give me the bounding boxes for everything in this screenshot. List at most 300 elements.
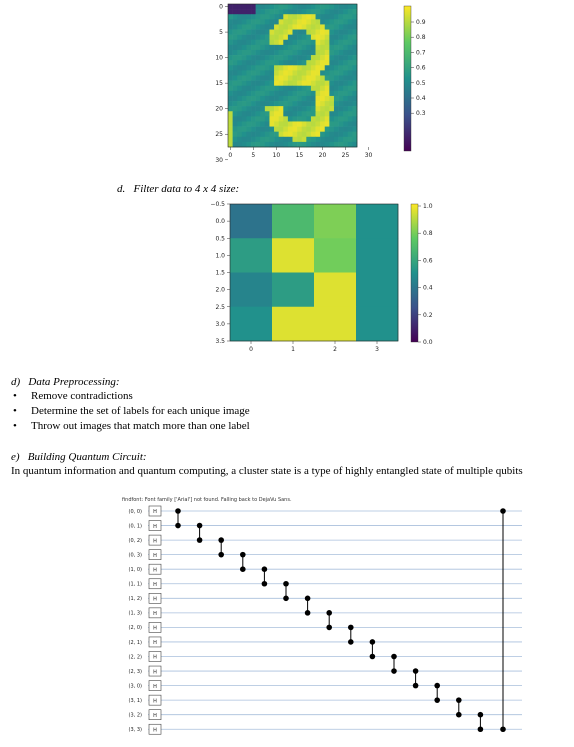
heatmap-pixel (269, 121, 274, 126)
hadamard-label: H (153, 596, 157, 603)
heatmap-pixel (348, 81, 353, 86)
heatmap-pixel (274, 65, 279, 70)
cz-control-dot (370, 654, 376, 660)
heatmap-pixel (242, 30, 247, 35)
heatmap-pixel (265, 60, 270, 65)
heatmap-pixel (343, 14, 348, 19)
heatmap-pixel (279, 76, 284, 81)
heatmap-pixel (325, 142, 330, 147)
filtered-heatmap-figure (195, 198, 455, 358)
heatmap-pixel (260, 60, 265, 65)
y-tick-label: 2.5 (215, 303, 225, 311)
heatmap-pixel (352, 55, 357, 60)
heatmap-pixel (233, 132, 238, 137)
heatmap-pixel (265, 121, 270, 126)
cz-control-dot (348, 639, 354, 645)
heatmap-pixel (325, 70, 330, 75)
heatmap-pixel (274, 14, 279, 19)
heatmap-cell (356, 238, 398, 273)
heatmap-pixel (343, 127, 348, 132)
heatmap-pixel (352, 30, 357, 35)
heatmap-pixel (228, 137, 233, 142)
heatmap-pixel (297, 40, 302, 45)
hadamard-label: H (153, 698, 157, 705)
heatmap-pixel (279, 91, 284, 96)
heatmap-pixel (311, 19, 316, 24)
heatmap-pixel (283, 96, 288, 101)
y-tick-label: 0.0 (215, 218, 225, 226)
heatmap-pixel (297, 96, 302, 101)
hadamard-label: H (153, 683, 157, 690)
heatmap-pixel (274, 4, 279, 9)
heatmap-pixel (274, 91, 279, 96)
heatmap-pixel (283, 19, 288, 24)
heatmap-pixel (256, 106, 261, 111)
heatmap-pixel (233, 111, 238, 116)
heatmap-pixel (293, 137, 298, 142)
heatmap-pixel (320, 70, 325, 75)
heatmap-pixel (269, 9, 274, 14)
qubit-label: (1, 3) (128, 610, 142, 617)
heatmap-pixel (343, 35, 348, 40)
heatmap-pixel (306, 70, 311, 75)
heatmap-pixel (260, 121, 265, 126)
heatmap-pixel (348, 137, 353, 142)
x-tick-label: 10 (272, 152, 281, 159)
heatmap-pixel (288, 50, 293, 55)
heatmap-pixel (306, 40, 311, 45)
cz-control-dot (434, 683, 440, 689)
list-item: • Determine the set of labels for each unique image (11, 404, 531, 419)
heatmap-pixel (246, 86, 251, 91)
heatmap-pixel (297, 19, 302, 24)
heatmap-pixel (237, 4, 242, 9)
heatmap-pixel (228, 76, 233, 81)
heatmap-pixel (334, 45, 339, 50)
heatmap-pixel (348, 14, 353, 19)
heatmap-pixel (274, 45, 279, 50)
heatmap-pixel (297, 106, 302, 111)
heatmap-pixel (316, 40, 321, 45)
heatmap-pixel (329, 111, 334, 116)
heatmap-pixel (325, 86, 330, 91)
heatmap-pixel (320, 4, 325, 9)
hadamard-label: H (153, 581, 157, 588)
heatmap-pixel (265, 55, 270, 60)
heatmap-pixel (242, 9, 247, 14)
heatmap-pixel (279, 132, 284, 137)
heatmap-pixel (293, 106, 298, 111)
heatmap-pixel (256, 81, 261, 86)
y-tick-label: −0.5 (210, 201, 225, 208)
heatmap-pixel (302, 55, 307, 60)
heatmap-pixel (242, 111, 247, 116)
heatmap-pixel (228, 9, 233, 14)
heatmap-pixel (320, 81, 325, 86)
heatmap-pixel (339, 19, 344, 24)
heatmap-pixel (274, 50, 279, 55)
heatmap-pixel (228, 60, 233, 65)
colorbar-tick-label: 0.4 (423, 284, 433, 292)
heatmap-pixel (269, 24, 274, 29)
heatmap-pixel (306, 19, 311, 24)
heatmap-pixel (265, 4, 270, 9)
heatmap-pixel (297, 76, 302, 81)
heatmap-pixel (320, 9, 325, 14)
heatmap-pixel (352, 106, 357, 111)
heatmap-pixel (325, 50, 330, 55)
heatmap-pixel (293, 19, 298, 24)
heatmap-cell (230, 238, 272, 273)
heatmap-pixel (274, 96, 279, 101)
heatmap-pixel (265, 116, 270, 121)
heatmap-pixel (260, 137, 265, 142)
heatmap-pixel (246, 101, 251, 106)
heatmap-pixel (283, 45, 288, 50)
cz-control-dot (305, 596, 311, 602)
heatmap-pixel (260, 142, 265, 147)
y-tick-label: 3.5 (215, 338, 225, 345)
heatmap-pixel (329, 14, 334, 19)
heatmap-pixel (316, 137, 321, 142)
heatmap-pixel (246, 132, 251, 137)
heatmap-pixel (233, 81, 238, 86)
y-tick-label: 5 (219, 29, 223, 37)
heatmap-pixel (246, 65, 251, 70)
heatmap-pixel (334, 24, 339, 29)
cz-control-dot (391, 654, 397, 660)
heatmap-pixel (256, 14, 261, 19)
heatmap-pixel (348, 55, 353, 60)
heatmap-pixel (329, 60, 334, 65)
heatmap-pixel (279, 55, 284, 60)
heatmap-pixel (352, 24, 357, 29)
heatmap-pixel (311, 106, 316, 111)
heatmap-pixel (283, 30, 288, 35)
heatmap-pixel (228, 50, 233, 55)
heatmap-pixel (288, 19, 293, 24)
heatmap-pixel (316, 70, 321, 75)
heatmap-pixel (352, 19, 357, 24)
heatmap-pixel (320, 91, 325, 96)
heatmap-pixel (251, 106, 256, 111)
heatmap-cell (272, 238, 314, 273)
qubit-label: (3, 1) (128, 697, 142, 704)
heatmap-pixel (311, 4, 316, 9)
heatmap-pixel (325, 45, 330, 50)
heatmap-pixel (348, 35, 353, 40)
heatmap-pixel (293, 121, 298, 126)
heatmap-pixel (316, 55, 321, 60)
heatmap-pixel (293, 50, 298, 55)
heatmap-pixel (251, 9, 256, 14)
heatmap-pixel (334, 116, 339, 121)
heatmap-pixel (269, 101, 274, 106)
heatmap-pixel (306, 55, 311, 60)
heatmap-pixel (339, 40, 344, 45)
heatmap-pixel (274, 19, 279, 24)
heatmap-pixel (339, 4, 344, 9)
heatmap-pixel (306, 30, 311, 35)
heatmap-pixel (228, 81, 233, 86)
heatmap-pixel (343, 96, 348, 101)
heatmap-pixel (302, 127, 307, 132)
heatmap-pixel (283, 14, 288, 19)
heatmap-pixel (339, 76, 344, 81)
preprocessing-list (11, 389, 531, 434)
heatmap-pixel (251, 101, 256, 106)
heatmap-pixel (311, 81, 316, 86)
heatmap-pixel (348, 96, 353, 101)
heatmap-pixel (242, 24, 247, 29)
heatmap-pixel (274, 76, 279, 81)
heatmap-pixel (283, 35, 288, 40)
heatmap-pixel (242, 19, 247, 24)
heatmap-pixel (228, 142, 233, 147)
heatmap-pixel (348, 19, 353, 24)
qubit-label: (2, 1) (128, 639, 142, 646)
heatmap-pixel (260, 35, 265, 40)
heatmap-pixel (288, 65, 293, 70)
y-tick-label: 0 (219, 3, 223, 11)
heatmap-pixel (297, 65, 302, 70)
heatmap-pixel (269, 111, 274, 116)
qubit-labels (129, 509, 142, 733)
heatmap-pixel (246, 60, 251, 65)
cz-gates (175, 508, 506, 732)
cz-control-dot (478, 726, 484, 732)
heatmap-pixel (302, 111, 307, 116)
cz-control-dot (456, 697, 462, 703)
heatmap-pixel (242, 86, 247, 91)
heatmap-pixel (339, 86, 344, 91)
heatmap-pixel (352, 9, 357, 14)
heatmap-pixel (339, 137, 344, 142)
heatmap-pixel (256, 30, 261, 35)
x-tick-label: 2 (333, 346, 337, 353)
section-e-heading: e) Building Quantum Circuit: (11, 451, 147, 463)
heatmap-pixel (293, 86, 298, 91)
heatmap-pixel (288, 35, 293, 40)
hadamard-label: H (153, 509, 157, 516)
heatmap-pixel (269, 91, 274, 96)
heatmap-pixel (237, 65, 242, 70)
heatmap-pixel (302, 86, 307, 91)
heatmap-pixel (325, 14, 330, 19)
heatmap-pixel (352, 111, 357, 116)
heatmap-cell (314, 307, 356, 342)
heatmap-pixel (228, 14, 233, 19)
heatmap-pixel (269, 65, 274, 70)
heatmap-pixel (334, 76, 339, 81)
heatmap-pixel (302, 4, 307, 9)
heatmap-pixel (233, 70, 238, 75)
heatmap-pixel (334, 132, 339, 137)
heatmap-pixel (293, 40, 298, 45)
heatmap-pixel (246, 4, 251, 9)
heatmap-pixel (343, 76, 348, 81)
heatmap-pixel (237, 45, 242, 50)
heatmap-pixel (279, 60, 284, 65)
heatmap-pixel (334, 9, 339, 14)
heatmap-pixel (334, 50, 339, 55)
heatmap-pixel (302, 9, 307, 14)
heatmap-pixel (288, 116, 293, 121)
heatmap-pixel (283, 65, 288, 70)
heatmap-pixel (348, 132, 353, 137)
heatmap-pixel (343, 65, 348, 70)
cz-control-dot (413, 683, 419, 689)
colorbar-tick-label: 0.6 (416, 64, 426, 72)
heatmap-pixel (256, 55, 261, 60)
hadamard-label: H (153, 611, 157, 618)
heatmap-pixel (242, 127, 247, 132)
heatmap-pixel (251, 40, 256, 45)
qubit-label: (0, 3) (128, 552, 142, 559)
heatmap-pixel (352, 4, 357, 9)
heatmap-pixel (237, 96, 242, 101)
heatmap-pixel (242, 55, 247, 60)
heatmap-pixel (274, 9, 279, 14)
cz-control-dot (262, 581, 268, 587)
heatmap-pixel (246, 9, 251, 14)
heatmap-pixel (279, 106, 284, 111)
colorbar-tick-label: 0.6 (423, 257, 433, 265)
heatmap-pixel (265, 50, 270, 55)
heatmap-pixel (251, 96, 256, 101)
heatmap-pixel (288, 121, 293, 126)
heatmap-pixel (269, 81, 274, 86)
heatmap-pixel (297, 81, 302, 86)
heatmap-pixel (311, 50, 316, 55)
hadamard-label: H (153, 654, 157, 661)
heatmap-pixel (274, 40, 279, 45)
heatmap-pixel (339, 142, 344, 147)
filtered-heatmap-x-ticks (249, 341, 379, 353)
heatmap-pixel (228, 96, 233, 101)
heatmap-pixel (288, 24, 293, 29)
heatmap-pixel (237, 86, 242, 91)
heatmap-pixel (316, 132, 321, 137)
x-tick-label: 5 (251, 152, 256, 159)
heatmap-pixel (260, 14, 265, 19)
heatmap-pixel (352, 70, 357, 75)
heatmap-pixel (334, 121, 339, 126)
heatmap-pixel (302, 106, 307, 111)
heatmap-pixel (283, 86, 288, 91)
heatmap-pixel (316, 91, 321, 96)
heatmap-pixel (316, 86, 321, 91)
heatmap-pixel (320, 96, 325, 101)
heatmap-pixel (283, 91, 288, 96)
heatmap-pixel (325, 24, 330, 29)
heatmap-pixel (279, 142, 284, 147)
heatmap-pixel (293, 14, 298, 19)
heatmap-pixel (237, 9, 242, 14)
heatmap-pixel (316, 81, 321, 86)
heatmap-pixel (269, 50, 274, 55)
heatmap-pixel (293, 65, 298, 70)
heatmap-pixel (260, 86, 265, 91)
heatmap-pixel (334, 4, 339, 9)
heatmap-pixel (242, 116, 247, 121)
heatmap-pixel (306, 45, 311, 50)
heatmap-pixel (334, 96, 339, 101)
heatmap-pixel (228, 40, 233, 45)
heatmap-pixel (265, 76, 270, 81)
heatmap-pixel (325, 101, 330, 106)
heatmap-pixel (260, 81, 265, 86)
heatmap-pixel (293, 24, 298, 29)
heatmap-pixel (352, 96, 357, 101)
heatmap-pixel (237, 50, 242, 55)
heatmap-pixel (320, 35, 325, 40)
heatmap-pixel (316, 96, 321, 101)
heatmap-pixel (242, 137, 247, 142)
heatmap-pixel (274, 70, 279, 75)
heatmap-pixel (352, 121, 357, 126)
y-tick-label: 20 (215, 105, 223, 113)
heatmap-pixel (233, 116, 238, 121)
qubit-label: (1, 0) (128, 567, 142, 573)
digit-colorbar (404, 6, 411, 151)
heatmap-pixel (251, 45, 256, 50)
heatmap-pixel (269, 116, 274, 121)
heatmap-pixel (228, 121, 233, 126)
heatmap-pixel (279, 40, 284, 45)
heatmap-pixel (279, 127, 284, 132)
heatmap-pixel (293, 142, 298, 147)
heatmap-pixel (302, 19, 307, 24)
heatmap-cell (356, 204, 398, 239)
heatmap-pixel (293, 60, 298, 65)
heatmap-pixel (348, 50, 353, 55)
heatmap-pixel (320, 30, 325, 35)
heatmap-pixel (302, 101, 307, 106)
heatmap-pixel (279, 19, 284, 24)
heatmap-pixel (256, 65, 261, 70)
heatmap-pixel (233, 35, 238, 40)
qubit-label: (0, 0) (128, 508, 142, 515)
heatmap-pixel (256, 121, 261, 126)
heatmap-pixel (316, 142, 321, 147)
heatmap-pixel (260, 4, 265, 9)
heatmap-pixel (352, 60, 357, 65)
heatmap-pixel (293, 81, 298, 86)
heatmap-pixel (228, 65, 233, 70)
heatmap-pixel (251, 137, 256, 142)
heatmap-pixel (265, 96, 270, 101)
heatmap-pixel (260, 9, 265, 14)
digit-heatmap-image (228, 4, 357, 147)
heatmap-pixel (251, 24, 256, 29)
heatmap-pixel (269, 142, 274, 147)
heatmap-pixel (334, 142, 339, 147)
heatmap-pixel (269, 14, 274, 19)
heatmap-pixel (339, 9, 344, 14)
heatmap-pixel (329, 70, 334, 75)
heatmap-pixel (242, 142, 247, 147)
heatmap-pixel (288, 142, 293, 147)
heatmap-pixel (237, 30, 242, 35)
y-tick-label: 2.0 (215, 286, 225, 294)
heatmap-pixel (251, 142, 256, 147)
filtered-heatmap-y-ticks (210, 201, 230, 345)
heatmap-pixel (320, 19, 325, 24)
heatmap-pixel (329, 24, 334, 29)
filtered-colorbar (411, 204, 418, 342)
heatmap-pixel (329, 30, 334, 35)
